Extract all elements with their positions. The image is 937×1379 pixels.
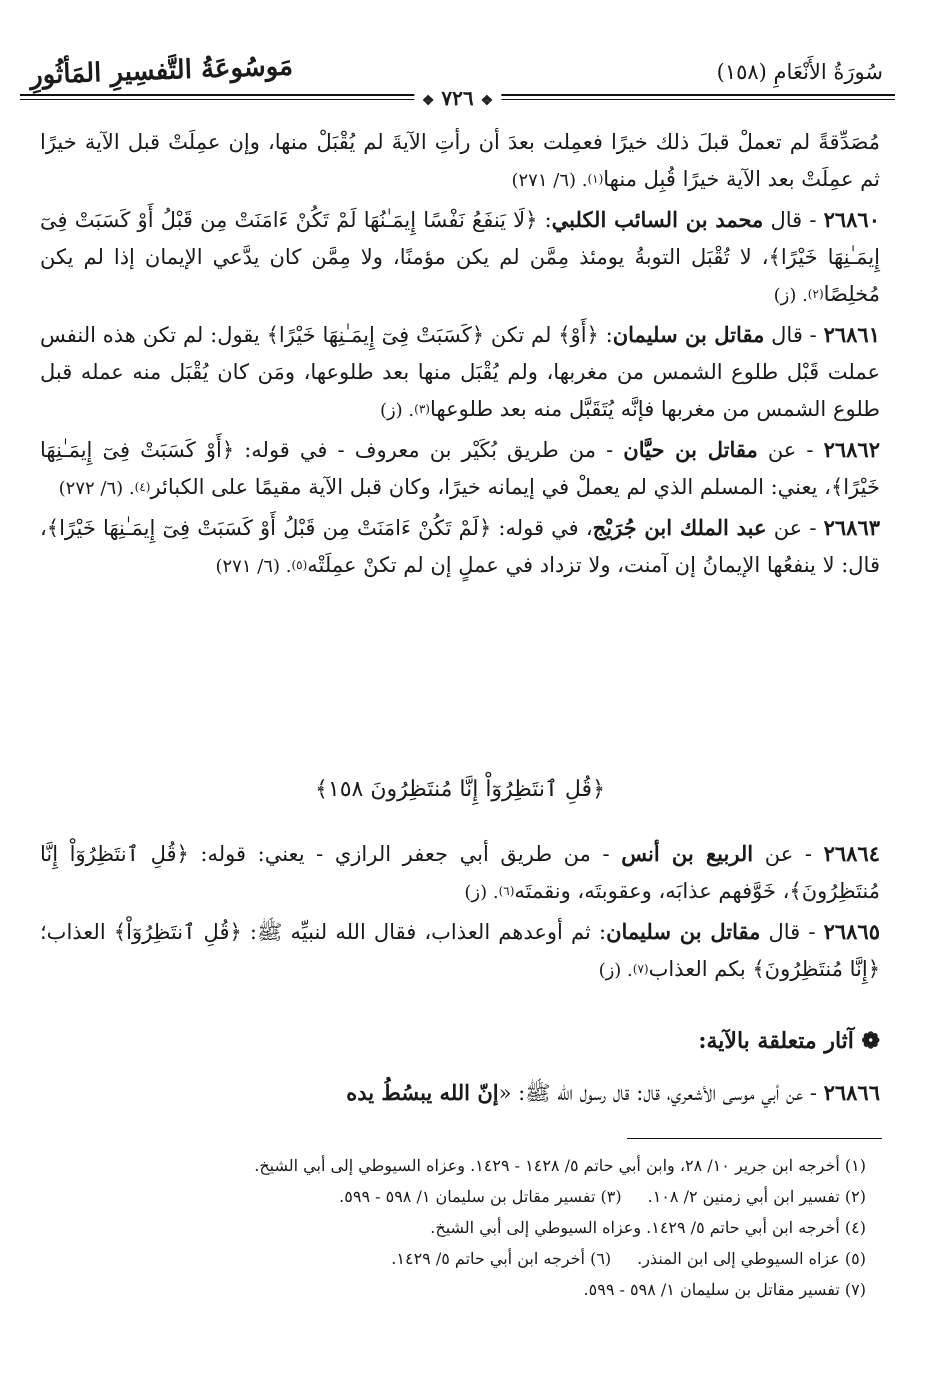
page-number-text: ٧٢٦ <box>441 86 474 110</box>
page-header <box>20 50 895 112</box>
footnote-ref: (٤) <box>134 480 151 494</box>
entry-source: . (ز) <box>379 400 415 421</box>
entry <box>40 913 880 989</box>
ornament-icon: ❖ <box>421 93 435 109</box>
entry-number: ٢٦٨٦١ <box>823 322 880 347</box>
entry-text: : ثم أوعدهم العذاب، فقال الله لنبيِّه ﷺ: ﴿قُلِ ٱنتَظِرُوٓاْ﴾ العذاب؛ ﴿إِنَّا مُنتَظِرُونَ﴾ بكم العذاب <box>40 920 880 981</box>
footnote-row <box>40 1243 866 1274</box>
footnote: (٧) تفسير مقاتل بن سليمان ١/ ٥٩٨ - ٥٩٩. <box>583 1280 866 1299</box>
footnote-ref: (٥) <box>291 558 308 572</box>
footnote: (٦) أخرجه ابن أبي حاتم ٥/ ١٤٢٩. <box>391 1249 612 1268</box>
entry <box>40 201 880 314</box>
footnote-separator <box>627 1138 882 1139</box>
entry-text: - عن أبي موسى الأشعري، قال: قال رسول الله ﷺ: « <box>498 1081 824 1105</box>
section-heading: ❁ آثار متعلقة بالآية: <box>698 1028 880 1054</box>
entry-text: : ﴿أَوْ﴾ لم تكن ﴿كَسَبَتْ فِىٓ إِيمَـٰنِهَا خَيْرًا﴾ يقول: لم تكن هذه النفس عملت قَبْل طلوع الشمس من مغربها، ولم يُقْبَل منها بعد طلوعها، ومَن كان يُقْبَل منه عمله قبل طلوع الشمس من مغربها فإنَّه يُتَقَبَّل منه بعد طلوعها <box>40 323 880 421</box>
entry-source: . (ز) <box>773 285 808 306</box>
entry <box>40 316 880 429</box>
footnote-row <box>40 1274 866 1305</box>
footnote-row <box>40 1212 866 1243</box>
footnote-row <box>40 1181 866 1212</box>
entry-number: ٢٦٨٦٣ <box>823 515 881 540</box>
entry-text: - من طريق بُكَيْر بن معروف - في قوله: ﴿أَوْ كَسَبَتْ فِىٓ إِيمَـٰنِهَا خَيْرًا﴾، يعني: المسلم الذي لم يعملْ في إيمانه خيرًا، وكان قبل الآية مقيمًا على الكبائر <box>40 438 880 499</box>
entry-intro: - قال <box>763 208 824 232</box>
entry <box>40 431 880 507</box>
hadith-text: إنّ الله يبسُطُ يده <box>346 1080 499 1105</box>
entry-text: - من طريق أبي جعفر الرازي - يعني: قوله: ﴿قُلِ ٱنتَظِرُوٓاْ إِنَّا مُنتَظِرُونَ﴾، خَوَّفهم عذابَه، وعقوبتَه، ونقمتَه <box>40 842 880 903</box>
entry-number: ٢٦٨٦٥ <box>823 919 880 944</box>
entry-source: . (٦/ ٢٧٢) <box>58 478 135 499</box>
entry-source: . (ز) <box>598 960 633 981</box>
surah-title: سُورَةُ الأَنْعَامِ (١٥٨) <box>716 60 883 84</box>
entry-number: ٢٦٨٦٠ <box>823 207 880 232</box>
footnote-ref: (٢) <box>807 287 824 301</box>
entry-intro: - عن <box>757 438 824 462</box>
footnote-ref: (٧) <box>632 962 649 976</box>
book-title: مَوسُوعَةُ التَّفسِيرِ المَأثُورِ <box>29 51 294 91</box>
entry-text: مُصَدِّقةً لم تعملْ قبلَ ذلك خيرًا فعمِلت بعدَ أن رأتِ الآيةَ لم يُقْبَلْ منها، وإن عمِلَتْ قبل الآية خيرًا ثم عمِلَتْ بعد الآية خيرًا قُبِل منها <box>40 130 880 191</box>
entry-source: . (ز) <box>464 882 499 903</box>
footnotes <box>40 1150 866 1305</box>
entry-source: . (٦/ ٢٧١) <box>215 556 292 577</box>
entry-number: ٢٦٨٦٤ <box>823 841 880 866</box>
entry <box>40 835 880 911</box>
footnote: (٣) تفسير مقاتل بن سليمان ١/ ٥٩٨ - ٥٩٩. <box>339 1187 622 1206</box>
entry-source: . (٦/ ٢٧١) <box>511 170 588 191</box>
entry-number: ٢٦٨٦٢ <box>823 437 880 462</box>
entry-number: ٢٦٨٦٦ <box>823 1080 880 1105</box>
verse-heading: ﴿قُلِ ٱنتَظِرُوٓاْ إِنَّا مُنتَظِرُونَ ١٥٨﴾ <box>315 777 605 802</box>
footnote: (٤) أخرجه ابن أبي حاتم ٥/ ١٤٢٩. وعزاه السيوطي إلى أبي الشيخ. <box>430 1218 866 1237</box>
main-text-bottom <box>40 835 880 991</box>
entry-continuation <box>40 124 880 199</box>
entry-text: ، في قوله: ﴿لَمْ تَكُنْ ءَامَنَتْ مِن قَبْلُ أَوْ كَسَبَتْ فِىٓ إِيمَـٰنِهَا خَيْرًا﴾، قال: لا ينفعُها الإيمانُ إن آمنت، ولا تزداد في عملٍ إن لم تكنْ عمِلَتْه <box>40 516 880 577</box>
narrator-name: عبد الملك ابن جُرَيْج <box>592 515 767 540</box>
page-number <box>414 86 501 110</box>
footnote-row <box>40 1150 866 1181</box>
narrator-name: الربيع بن أنس <box>621 841 754 866</box>
narrator-name: مقاتل بن سليمان <box>612 322 765 347</box>
entry-intro: - عن <box>766 516 824 540</box>
footnote-ref: (٣) <box>414 402 430 416</box>
entry <box>40 509 880 585</box>
entry <box>40 1075 880 1111</box>
entry-intro: - عن <box>753 842 824 866</box>
narrator-name: محمد بن السائب الكلبي <box>551 207 764 232</box>
ornament-icon: ❖ <box>480 93 494 109</box>
footnote: (٢) تفسير ابن أبي زمنين ٢/ ١٠٨. <box>647 1187 866 1206</box>
footnote-ref: (٦) <box>498 884 515 898</box>
footnote: (١) أخرجه ابن جرير ١٠/ ٢٨، وابن أبي حاتم ٥/ ١٤٢٨ - ١٤٢٩. وعزاه السيوطي إلى أبي الشيخ. <box>254 1156 866 1175</box>
main-text-top <box>40 124 880 587</box>
entry-intro: - قال <box>764 323 824 347</box>
entry-intro: - قال <box>760 920 824 944</box>
narrator-name: مقاتل بن سليمان <box>606 919 761 944</box>
entry-text: : ﴿لَا يَنفَعُ نَفْسًا إِيمَـٰنُهَا لَمْ تَكُنْ ءَامَنَتْ مِن قَبْلُ أَوْ كَسَبَتْ فِىٓ إِيمَـٰنِهَا خَيْرًا﴾، لا تُقْبَل التوبةُ يومئذ مِمَّن لم يكن مؤمنًا، ولا مِمَّن كان يدَّعي الإيمان إذا لم يكن مُخلِصًا <box>40 208 880 306</box>
footnote: (٥) عزاه السيوطي إلى ابن المنذر. <box>637 1249 866 1268</box>
footnote-ref: (١) <box>587 172 604 186</box>
narrator-name: مقاتل بن حيَّان <box>623 437 758 462</box>
